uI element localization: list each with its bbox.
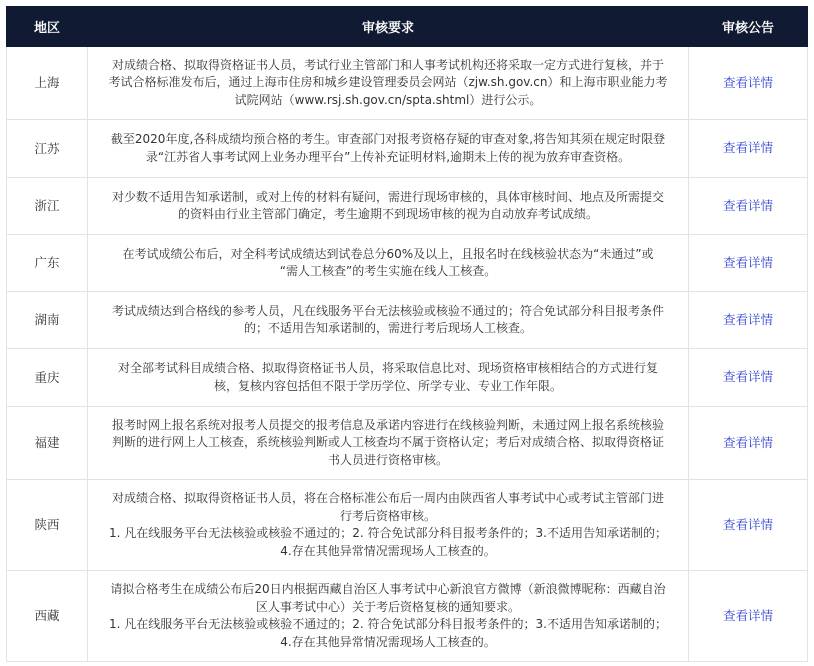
requirement-cell	[88, 235, 689, 292]
region-cell: 福建	[7, 407, 88, 480]
requirement-cell	[88, 407, 689, 480]
header-requirement: 审核要求	[88, 7, 689, 47]
view-details-link[interactable]: 查看详情	[722, 369, 773, 385]
requirement-cell	[88, 292, 689, 349]
table-body	[7, 47, 808, 662]
announcement-cell	[689, 47, 808, 120]
requirement-line: 核，复核内容包括但不限于学历学位、所学专业、专业工作年限。	[213, 378, 562, 393]
announcement-cell	[689, 571, 808, 662]
requirement-line: 考试合格标准发布后，通过上海市住房和城乡建设管理委员会网站（zjw.sh.gov.cn）和上海市职业能力考	[108, 75, 668, 90]
announcement-cell	[689, 349, 808, 407]
view-details-link[interactable]: 查看详情	[722, 516, 773, 532]
requirement-line: 1. 凡在线服务平台无法核验或核验不通过的；2. 符合免试部分科目报考条件的；3.不适用告知承诺制的；	[109, 526, 667, 540]
requirement-line: “需人工核查”的考生实施在线人工核查。	[279, 264, 497, 278]
requirement-line: 在考试成绩公布后，对全科考试成绩达到试卷总分60%及以上，且报名时在线核验状态为“未通过”或	[122, 246, 654, 261]
table-row	[7, 349, 808, 407]
view-details-link[interactable]: 查看详情	[722, 607, 773, 623]
requirement-line: 考试成绩达到合格线的参考人员，凡在线服务平台无法核验或核验不通过的；符合免试部分科目报考条件	[111, 303, 664, 318]
requirement-line: 的资料由行业主管部门确定，考生逾期不到现场审核的视为自动放弃考试成绩。	[177, 207, 598, 221]
announcement-cell	[689, 178, 808, 235]
requirement-line: 的；不适用告知承诺制的，需进行考后现场人工核查。	[243, 321, 532, 335]
requirement-line: 对成绩合格、拟取得资格证书人员，考试行业主管部门和人事考试机构还将采取一定方式进行复核，并于	[111, 57, 664, 72]
table-row	[7, 178, 808, 235]
requirement-cell	[88, 47, 689, 120]
requirement-line: 对少数不适用告知承诺制，或对上传的材料有疑问，需进行现场审核的，具体审核时间、地点及所需提交	[111, 189, 664, 204]
requirement-cell	[88, 349, 689, 407]
requirement-line: 4.存在其他异常情况需现场人工核查的。	[280, 543, 496, 558]
view-details-link[interactable]: 查看详情	[722, 254, 773, 270]
table-row	[7, 571, 808, 662]
region-cell: 重庆	[7, 349, 88, 407]
region-cell: 陕西	[7, 480, 88, 571]
requirement-cell	[88, 178, 689, 235]
requirement-line: 报考时网上报名系统对报考人员提交的报考信息及承诺内容进行在线核验判断，未通过网上报名系统核验	[111, 417, 664, 432]
table-row	[7, 407, 808, 480]
region-cell: 浙江	[7, 178, 88, 235]
table-row	[7, 47, 808, 120]
region-cell: 上海	[7, 47, 88, 120]
table-row	[7, 292, 808, 349]
requirement-line: 1. 凡在线服务平台无法核验或核验不通过的；2. 符合免试部分科目报考条件的；3.不适用告知承诺制的；	[109, 617, 667, 631]
region-cell: 江苏	[7, 120, 88, 178]
requirement-line: 对成绩合格、拟取得资格证书人员，将在合格标准公布后一周内由陕西省人事考试中心或考试主管部门进	[111, 491, 664, 505]
requirement-line: 行考后资格审核。	[339, 508, 436, 523]
announcement-cell	[689, 480, 808, 571]
requirement-line: 试院网站（www.rsj.sh.gov.cn/spta.shtml）进行公示。	[234, 92, 542, 107]
view-details-link[interactable]: 查看详情	[722, 74, 773, 90]
requirement-cell	[88, 480, 689, 571]
requirement-line: 区人事考试中心）关于考后资格复核的通知要求。	[255, 599, 520, 614]
requirement-line: 截至2020年度,各科成绩均预合格的考生。审查部门对报考资格存疑的审查对象,将告知其须在规定时限登	[110, 132, 666, 146]
table-row	[7, 120, 808, 178]
requirement-line: 判断的进行网上人工核查，系统核验判断或人工核查均不属于资格认定；考后对成绩合格、拟取得资格证	[111, 435, 664, 450]
announcement-cell	[689, 407, 808, 480]
view-details-link[interactable]: 查看详情	[722, 140, 773, 156]
table-row	[7, 235, 808, 292]
requirement-line: 录“江苏省人事考试网上业务办理平台”上传补充证明材料,逾期未上传的视为放弃审查资格。	[145, 149, 631, 164]
requirement-line: 对全部考试科目成绩合格、拟取得资格证书人员，将采取信息比对、现场资格审核相结合的方式进行复	[117, 361, 658, 375]
requirement-cell	[88, 571, 689, 662]
requirement-cell	[88, 120, 689, 178]
announcement-cell	[689, 120, 808, 178]
region-cell: 广东	[7, 235, 88, 292]
view-details-link[interactable]: 查看详情	[722, 197, 773, 213]
header-announcement: 审核公告	[689, 7, 808, 47]
header-region: 地区	[7, 7, 88, 47]
requirement-line: 4.存在其他异常情况需现场人工核查的。	[280, 634, 496, 649]
review-table-container	[6, 6, 807, 662]
announcement-cell	[689, 292, 808, 349]
region-cell: 湖南	[7, 292, 88, 349]
view-details-link[interactable]: 查看详情	[722, 311, 773, 327]
announcement-cell	[689, 235, 808, 292]
region-cell: 西藏	[7, 571, 88, 662]
requirement-line: 请拟合格考生在成绩公布后20日内根据西藏自治区人事考试中心新浪官方微博（新浪微博昵称：西藏自治	[110, 582, 666, 596]
requirement-line: 书人员进行资格审核。	[327, 452, 448, 467]
table-row	[7, 480, 808, 571]
review-requirements-table	[6, 6, 808, 662]
table-header-row	[7, 7, 808, 47]
view-details-link[interactable]: 查看详情	[722, 434, 773, 450]
